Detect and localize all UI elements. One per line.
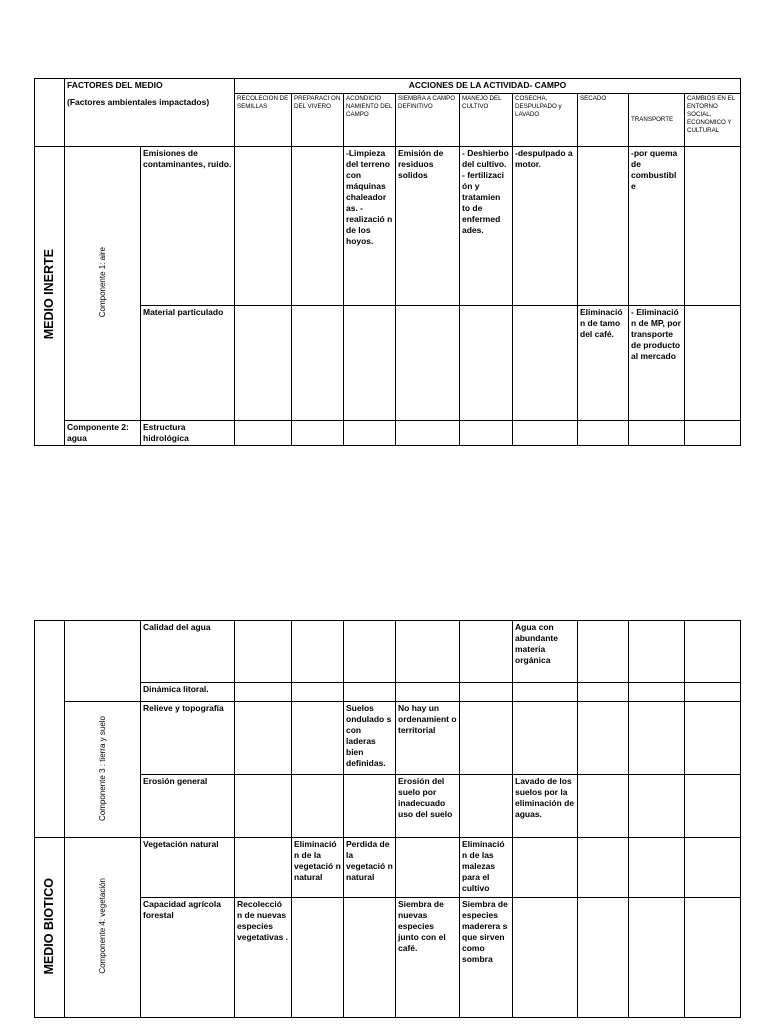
table-cell: Recolecció n de nuevas especies vegetativas . <box>235 898 292 1018</box>
table-cell <box>685 421 741 446</box>
column-header: SECADO <box>578 94 629 147</box>
table-cell <box>292 702 344 775</box>
table-cell: - Deshierbo del cultivo. - fertilizaci ón y tratamien to de enfermed ades. <box>460 147 513 306</box>
componente-1-label: Componente 1: aire <box>65 147 141 421</box>
factor-cell: Erosión general <box>141 775 235 838</box>
table-cell: Siembra de especies maderera s que sirven como sombra <box>460 898 513 1018</box>
table-cell <box>578 421 629 446</box>
impact-matrix-table-2 <box>34 620 741 1018</box>
table-cell <box>685 838 741 898</box>
table-cell <box>235 838 292 898</box>
table-cell <box>292 306 344 421</box>
table-cell <box>629 421 685 446</box>
column-header: TRANSPORTE <box>629 94 685 147</box>
table-cell <box>396 683 460 702</box>
table-cell: Eliminació n de tamo del café. <box>578 306 629 421</box>
table-cell <box>685 621 741 683</box>
table-cell <box>513 421 578 446</box>
table-cell <box>396 421 460 446</box>
table-cell: -por quema de combustibl e <box>629 147 685 306</box>
componente-2-label: Componente 2: agua <box>65 421 141 446</box>
table-cell <box>235 775 292 838</box>
factores-title: FACTORES DEL MEDIO <box>67 80 163 90</box>
table-cell <box>292 621 344 683</box>
table-cell: Eliminació n de las malezas para el cultivo <box>460 838 513 898</box>
table-cell: -despulpado a motor. <box>513 147 578 306</box>
table-cell <box>396 306 460 421</box>
table-cell <box>396 838 460 898</box>
column-header: CAMBIOS EN EL ENTORNO SOCIAL, ECONOMICO Y CULTURAL <box>685 94 741 147</box>
table-cell <box>685 306 741 421</box>
table-cell: Suelos ondulado s con laderas bien definidas. <box>344 702 396 775</box>
table-cell: Emisión de residuos solidos <box>396 147 460 306</box>
factor-cell: Vegetación natural <box>141 838 235 898</box>
table-cell <box>513 702 578 775</box>
table-cell <box>513 306 578 421</box>
table-cell <box>513 898 578 1018</box>
factores-subtitle: (Factores ambientales impactados) <box>67 97 210 107</box>
factor-cell: Calidad del agua <box>141 621 235 683</box>
column-header: ACONDICIO NAMIENTO DEL CAMPO <box>344 94 396 147</box>
column-header: RECOLECION DE SEMILLAS <box>235 94 292 147</box>
table-cell <box>685 683 741 702</box>
table-cell <box>578 147 629 306</box>
column-header: PREPARACI ON DEL VIVERO <box>292 94 344 147</box>
corner-cell <box>35 79 65 147</box>
table-cell <box>292 775 344 838</box>
table-cell <box>685 147 741 306</box>
table-cell <box>629 621 685 683</box>
table-cell <box>578 702 629 775</box>
acciones-header: ACCIONES DE LA ACTIVIDAD- CAMPO <box>235 79 741 94</box>
table-cell <box>513 683 578 702</box>
table-cell <box>344 683 396 702</box>
table-cell <box>460 421 513 446</box>
table-cell <box>344 775 396 838</box>
table-cell: -Limpieza del terreno con máquinas chaleador as. - realizació n de los hoyos. <box>344 147 396 306</box>
componente-3-label: Componente 3 : tierra y suelo <box>65 702 141 838</box>
table-cell <box>578 621 629 683</box>
table-cell <box>629 683 685 702</box>
table-cell <box>578 775 629 838</box>
impact-matrix-table-1 <box>34 78 741 446</box>
table-cell <box>344 621 396 683</box>
componente-4-label: Componente 4: vegetación <box>65 838 141 1018</box>
table-cell <box>513 838 578 898</box>
medio-biotico-label: MEDIO BIOTICO <box>35 838 65 1018</box>
table-cell <box>629 838 685 898</box>
factor-cell: Capacidad agrícola forestal <box>141 898 235 1018</box>
table-cell <box>292 898 344 1018</box>
table-cell: No hay un ordenamient o territorial <box>396 702 460 775</box>
factores-header <box>65 79 235 147</box>
table-cell <box>460 621 513 683</box>
table-cell <box>460 702 513 775</box>
table-cell <box>292 683 344 702</box>
factor-cell: Emisiones de contaminantes, ruido. <box>141 147 235 306</box>
table-cell <box>629 775 685 838</box>
table-cell <box>460 775 513 838</box>
medio-blank-cell <box>35 621 65 838</box>
table-cell <box>235 621 292 683</box>
table-cell <box>629 898 685 1018</box>
table-cell <box>292 147 344 306</box>
table-cell <box>344 306 396 421</box>
factor-cell: Relieve y topografía <box>141 702 235 775</box>
table-cell: Siembra de nuevas especies junto con el café. <box>396 898 460 1018</box>
table-cell <box>235 421 292 446</box>
table-cell: Perdida de la vegetació n natural <box>344 838 396 898</box>
table-cell <box>578 898 629 1018</box>
table-cell <box>235 147 292 306</box>
factor-cell: Dinámica litoral. <box>141 683 235 702</box>
table-cell: - Eliminació n de MP, por transporte de producto al mercado <box>629 306 685 421</box>
table-cell <box>685 702 741 775</box>
column-header: SIEMBRA A CAMPO DEFINITIVO <box>396 94 460 147</box>
table-cell <box>629 702 685 775</box>
table-cell <box>685 775 741 838</box>
table-cell <box>396 621 460 683</box>
table-cell <box>460 683 513 702</box>
factor-cell: Material particulado <box>141 306 235 421</box>
factor-cell: Estructura hidrológica <box>141 421 235 446</box>
table-cell <box>578 683 629 702</box>
medio-inerte-label: MEDIO INERTE <box>35 147 65 446</box>
table-cell <box>578 838 629 898</box>
table-cell: Erosión del suelo por inadecuado uso del suelo <box>396 775 460 838</box>
column-header: COSECHA, DESPULPADO y LAVADO <box>513 94 578 147</box>
table-cell <box>292 421 344 446</box>
table-cell <box>235 683 292 702</box>
table-cell: Eliminació n de la vegetació n natural <box>292 838 344 898</box>
table-cell <box>344 421 396 446</box>
table-cell: Lavado de los suelos por la eliminación de aguas. <box>513 775 578 838</box>
table-cell <box>235 306 292 421</box>
componente-blank-cell <box>65 621 141 702</box>
table-cell <box>460 306 513 421</box>
table-cell <box>685 898 741 1018</box>
table-cell: Agua con abundante materia orgánica <box>513 621 578 683</box>
table-cell <box>235 702 292 775</box>
table-cell <box>344 898 396 1018</box>
column-header: MANEJO DEL CULTIVO <box>460 94 513 147</box>
